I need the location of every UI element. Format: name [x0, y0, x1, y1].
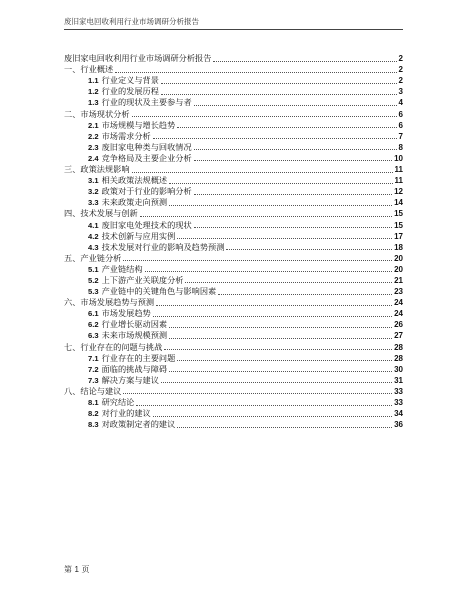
toc-entry-number: 3.3 — [88, 198, 99, 208]
toc-entry[interactable] — [64, 108, 403, 119]
toc-entry[interactable] — [64, 197, 403, 208]
toc-dot-leader — [153, 416, 392, 417]
toc-entry[interactable] — [64, 186, 403, 197]
page-footer — [64, 564, 90, 575]
toc-entry-page: 20 — [394, 253, 403, 263]
toc-entry[interactable] — [64, 330, 403, 341]
toc-entry-title: 市场规模与增长趋势 — [101, 119, 176, 130]
toc-dot-leader — [169, 205, 392, 206]
toc-dot-leader — [164, 349, 392, 350]
toc-entry-title: 未来政策走向预测 — [101, 197, 168, 208]
toc-entry-page: 20 — [394, 264, 403, 274]
footer-suffix: 页 — [81, 565, 90, 574]
toc-entry-page: 17 — [394, 231, 403, 241]
toc-dot-leader — [156, 305, 392, 306]
toc-dot-leader — [123, 260, 392, 261]
toc-dot-leader — [226, 249, 392, 250]
toc-entry-title: 技术创新与应用实例 — [101, 230, 176, 241]
toc-dot-leader — [115, 72, 396, 73]
footer-prefix: 第 — [64, 565, 72, 574]
toc-entry-number: 8.1 — [88, 398, 99, 407]
toc-entry-page: 18 — [394, 242, 403, 252]
toc-entry-number: 7.3 — [88, 375, 99, 385]
toc-entry[interactable] — [64, 75, 403, 86]
toc-dot-leader — [132, 116, 397, 117]
toc-dot-leader — [194, 227, 392, 228]
toc-entry-title: 对政策制定者的建议 — [101, 419, 176, 430]
toc-entry[interactable] — [64, 419, 403, 430]
toc-entry[interactable] — [64, 131, 403, 142]
toc-entry-number: 2.3 — [88, 142, 99, 152]
toc-entry-page: 6 — [398, 120, 403, 130]
toc-entry-page: 24 — [394, 298, 403, 308]
toc-entry-number: 6.1 — [88, 309, 99, 319]
toc-entry-number: 5.1 — [88, 264, 99, 274]
toc-entry-number: 6.2 — [88, 320, 99, 330]
toc-entry-title: 市场发展趋势 — [101, 308, 151, 319]
toc-dot-leader — [132, 172, 393, 173]
toc-entry-title: 废旧家电种类与回收情况 — [101, 141, 192, 152]
toc-dot-leader — [169, 183, 392, 184]
toc-entry-page: 21 — [394, 275, 403, 285]
toc-entry-page: 27 — [394, 331, 403, 341]
toc-entry-page: 10 — [394, 153, 403, 163]
toc-entry-page: 28 — [394, 353, 403, 363]
header-title: 废旧家电回收利用行业市场调研分析报告 — [64, 17, 199, 26]
toc-entry-page: 36 — [394, 420, 403, 430]
header-divider — [64, 29, 403, 30]
toc-entry-page: 8 — [398, 142, 403, 152]
toc-entry-page: 14 — [394, 198, 403, 208]
toc-entry[interactable] — [64, 319, 403, 330]
toc-entry-page: 34 — [394, 409, 403, 419]
toc-dot-leader — [213, 61, 396, 62]
toc-entry-number: 2.1 — [88, 120, 99, 130]
footer-page-number: 1 — [74, 565, 79, 574]
toc-entry-title: 三、政策法规影响 — [64, 164, 130, 175]
toc-entry-title: 技术发展对行业的影响及趋势预测 — [101, 241, 225, 252]
toc-entry-title: 研究结论 — [101, 397, 135, 407]
toc-entry-number: 2.2 — [88, 131, 99, 141]
toc-dot-leader — [177, 427, 392, 428]
toc-dot-leader — [169, 338, 392, 339]
toc-entry-title: 六、市场发展趋势与预测 — [64, 297, 155, 308]
toc-dot-leader — [194, 149, 397, 150]
toc-entry[interactable] — [64, 375, 403, 386]
toc-entry-title: 产业链结构 — [101, 263, 143, 274]
toc-entry-title: 二、市场现状分析 — [64, 108, 130, 119]
toc-dot-leader — [194, 194, 392, 195]
toc-entry-page: 30 — [394, 364, 403, 374]
toc-dot-leader — [169, 327, 392, 328]
toc-entry[interactable] — [64, 308, 403, 319]
toc-entry[interactable] — [64, 275, 403, 286]
toc-entry-title: 行业的现状及主要参与者 — [101, 97, 192, 108]
toc-dot-leader — [177, 360, 392, 361]
toc-entry[interactable] — [64, 297, 403, 308]
toc-entry[interactable] — [64, 231, 403, 242]
toc-entry-page: 28 — [394, 342, 403, 352]
toc-entry[interactable] — [64, 253, 403, 264]
toc-entry-number: 4.1 — [88, 220, 99, 230]
toc-entry-title: 市场需求分析 — [101, 130, 151, 141]
toc-entry-page: 33 — [394, 398, 403, 407]
toc-entry-title: 相关政策法规概述 — [101, 175, 168, 186]
toc-entry-page: 2 — [398, 76, 403, 86]
toc-dot-leader — [194, 105, 397, 106]
toc-entry-number: 2.4 — [88, 153, 99, 163]
toc-entry[interactable] — [64, 286, 403, 297]
toc-entry-page: 11 — [394, 165, 403, 175]
toc-entry[interactable] — [64, 264, 403, 275]
toc-entry-number: 5.3 — [88, 287, 99, 297]
toc-entry[interactable] — [64, 219, 403, 230]
toc-entry-number: 4.2 — [88, 231, 99, 241]
toc-entry[interactable] — [64, 242, 403, 253]
toc-entry-title: 行业存在的主要问题 — [101, 352, 176, 363]
toc-dot-leader — [161, 382, 392, 383]
toc-entry-title: 一、行业概述 — [64, 64, 114, 75]
toc-entry-title: 废旧家电处理技术的现状 — [101, 219, 192, 230]
toc-entry-title: 废旧家电回收利用行业市场调研分析报告 — [64, 53, 212, 64]
toc-entry[interactable] — [64, 120, 403, 131]
toc-entry-title: 未来市场规模预测 — [101, 330, 168, 341]
toc-entry-number: 3.2 — [88, 187, 99, 197]
toc-entry-page: 7 — [398, 131, 403, 141]
toc-entry-title: 面临的挑战与障碍 — [101, 363, 168, 374]
toc-entry-title: 四、技术发展与创新 — [64, 208, 138, 219]
toc-dot-leader — [161, 83, 397, 84]
toc-entry-page: 31 — [394, 375, 403, 385]
toc-dot-leader — [185, 282, 392, 283]
toc-dot-leader — [177, 127, 396, 128]
toc-entry-title: 行业的发展历程 — [101, 86, 159, 97]
toc-entry-title: 对行业的建议 — [101, 408, 151, 419]
toc-entry-number: 5.2 — [88, 275, 99, 285]
table-of-contents — [64, 53, 403, 430]
toc-entry[interactable] — [64, 408, 403, 419]
toc-entry-number: 1.3 — [88, 98, 99, 108]
toc-entry[interactable] — [64, 208, 403, 219]
toc-dot-leader — [218, 294, 392, 295]
toc-entry[interactable] — [64, 164, 403, 175]
toc-dot-leader — [177, 238, 392, 239]
toc-entry-title: 上下游产业关联度分析 — [101, 274, 184, 285]
toc-entry-title: 七、行业存在的问题与挑战 — [64, 341, 163, 352]
toc-entry-page: 4 — [398, 98, 403, 108]
toc-entry[interactable] — [64, 86, 403, 97]
toc-entry-page: 12 — [394, 187, 403, 197]
toc-entry-number: 7.2 — [88, 364, 99, 374]
toc-entry[interactable] — [64, 353, 403, 364]
toc-entry-page: 33 — [394, 386, 403, 396]
toc-entry-page: 15 — [394, 220, 403, 230]
toc-entry[interactable] — [64, 364, 403, 375]
toc-entry[interactable] — [64, 397, 403, 408]
toc-dot-leader — [123, 393, 392, 394]
toc-entry-number: 7.1 — [88, 353, 99, 363]
toc-entry-page: 3 — [398, 87, 403, 97]
toc-entry-number: 6.3 — [88, 331, 99, 341]
toc-entry-title: 行业定义与背景 — [101, 75, 159, 86]
toc-entry[interactable] — [64, 341, 403, 352]
toc-dot-leader — [140, 216, 392, 217]
toc-entry[interactable] — [64, 53, 403, 64]
toc-entry[interactable] — [64, 153, 403, 164]
toc-dot-leader — [153, 138, 397, 139]
toc-entry-title: 产业链中的关键角色与影响因素 — [101, 286, 217, 297]
toc-entry-title: 政策对于行业的影响分析 — [101, 186, 192, 197]
toc-entry-number: 3.1 — [88, 176, 99, 186]
toc-entry-page: 23 — [394, 287, 403, 297]
toc-dot-leader — [194, 160, 392, 161]
toc-entry-page: 2 — [398, 54, 403, 64]
toc-dot-leader — [153, 316, 392, 317]
toc-entry-page: 15 — [394, 209, 403, 219]
toc-dot-leader — [145, 271, 393, 272]
toc-entry-page: 11 — [394, 176, 403, 186]
toc-entry-number: 4.3 — [88, 242, 99, 252]
toc-entry-page: 24 — [394, 309, 403, 319]
toc-entry-page: 2 — [398, 65, 403, 75]
toc-entry-title: 行业增长驱动因素 — [101, 319, 168, 330]
toc-entry-title: 解决方案与建议 — [101, 374, 159, 385]
toc-entry-title: 五、产业链分析 — [64, 252, 122, 263]
toc-entry-number: 1.1 — [88, 76, 99, 86]
toc-dot-leader — [169, 371, 392, 372]
toc-entry[interactable] — [64, 64, 403, 75]
toc-dot-leader — [161, 94, 397, 95]
toc-entry[interactable] — [64, 386, 403, 397]
toc-entry-number: 8.2 — [88, 409, 99, 419]
toc-entry[interactable] — [64, 142, 403, 153]
toc-entry[interactable] — [64, 97, 403, 108]
toc-entry-number: 1.2 — [88, 87, 99, 97]
toc-entry-number: 8.3 — [88, 420, 99, 430]
toc-entry[interactable] — [64, 175, 403, 186]
toc-entry-title: 八、结论与建议 — [64, 385, 122, 396]
toc-dot-leader — [136, 405, 392, 406]
toc-entry-title: 竞争格局及主要企业分析 — [101, 152, 192, 163]
toc-entry-page: 26 — [394, 320, 403, 330]
toc-entry-page: 6 — [398, 109, 403, 119]
